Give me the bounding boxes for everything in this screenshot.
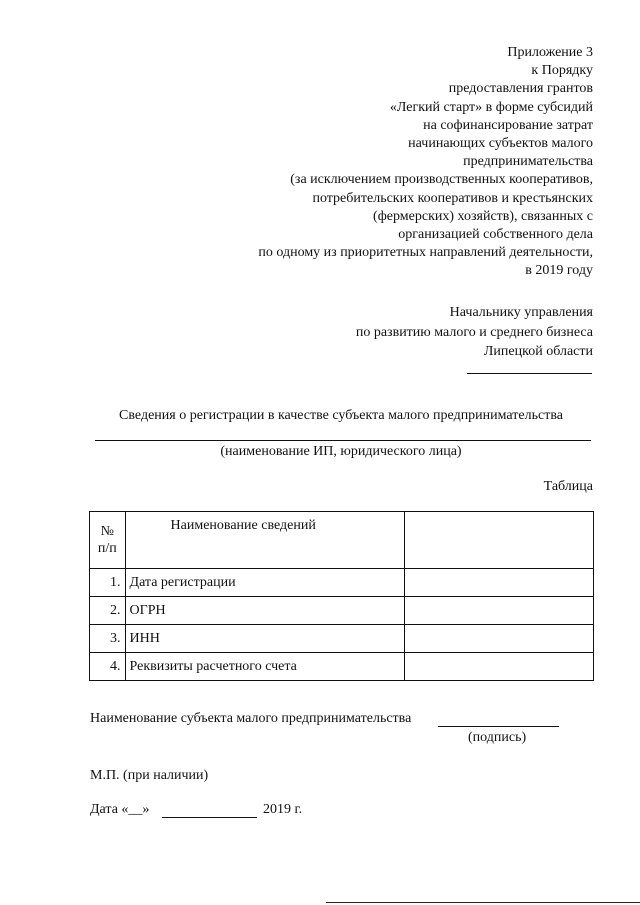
row-number: 4.: [90, 653, 126, 681]
entity-name-blank-line[interactable]: [95, 440, 591, 441]
header-number-label: п/п: [97, 541, 117, 556]
signature-caption: (подпись): [468, 730, 527, 745]
row-value-cell[interactable]: [404, 597, 593, 625]
header-number-cell: [90, 512, 126, 569]
appendix-line: по одному из приоритетных направлений деятельности,: [258, 245, 593, 261]
appendix-block: [173, 44, 593, 281]
signature-blank-line[interactable]: [438, 726, 559, 727]
row-name: Дата регистрации: [125, 569, 404, 597]
row-name: Реквизиты расчетного счета: [125, 653, 404, 681]
appendix-line: начинающих субъектов малого: [408, 136, 593, 152]
appendix-line: предпринимательства: [463, 154, 593, 170]
page-bottom-rule: [326, 902, 640, 903]
date-year: 2019 г.: [263, 802, 303, 817]
table-row: [90, 569, 594, 597]
table-header-row: [90, 512, 594, 569]
stamp-note: М.П. (при наличии): [90, 768, 209, 783]
row-number: 1.: [90, 569, 126, 597]
document-heading: Сведения о регистрации в качестве субъекта малого предпринимательства: [119, 408, 563, 423]
appendix-line: организацией собственного дела: [398, 227, 593, 243]
table-row: [90, 597, 594, 625]
row-value-cell[interactable]: [404, 625, 593, 653]
date-label: Дата «__»: [90, 802, 150, 817]
row-name: ОГРН: [125, 597, 404, 625]
appendix-line: потребительских кооперативов и крестьянских: [312, 190, 593, 206]
recipient-line: Начальнику управления: [449, 305, 593, 320]
registration-info-table: [89, 511, 594, 681]
appendix-line: в 2019 году: [525, 263, 593, 279]
appendix-line: (за исключением производственных кооперативов,: [290, 172, 593, 188]
date-month-blank-line[interactable]: [162, 817, 257, 818]
entity-name-caption: (наименование ИП, юридического лица): [220, 444, 462, 459]
appendix-line: Приложение 3: [507, 45, 593, 60]
appendix-line: «Легкий старт» в форме субсидий: [389, 99, 593, 115]
recipient-line: по развитию малого и среднего бизнеса: [355, 324, 593, 340]
table-row: [90, 625, 594, 653]
appendix-line: к Порядку: [531, 63, 593, 79]
row-value-cell[interactable]: [404, 569, 593, 597]
header-value-cell: [404, 512, 593, 569]
row-number: 3.: [90, 625, 126, 653]
row-number: 2.: [90, 597, 126, 625]
recipient-blank-line[interactable]: [467, 373, 592, 374]
table-label: Таблица: [543, 479, 593, 494]
table-row: [90, 653, 594, 681]
header-number-symbol: №: [100, 524, 114, 539]
row-name: ИНН: [125, 625, 404, 653]
header-name-cell: Наименование сведений: [125, 512, 404, 569]
appendix-line: (фермерских) хозяйств), связанных с: [373, 208, 593, 224]
recipient-block: [173, 303, 593, 362]
recipient-line: Липецкой области: [483, 344, 593, 359]
appendix-line: на софинансирование затрат: [423, 117, 593, 133]
row-value-cell[interactable]: [404, 653, 593, 681]
subject-name-label: Наименование субъекта малого предпринимательства: [90, 711, 412, 726]
appendix-line: предоставления грантов: [448, 81, 593, 97]
